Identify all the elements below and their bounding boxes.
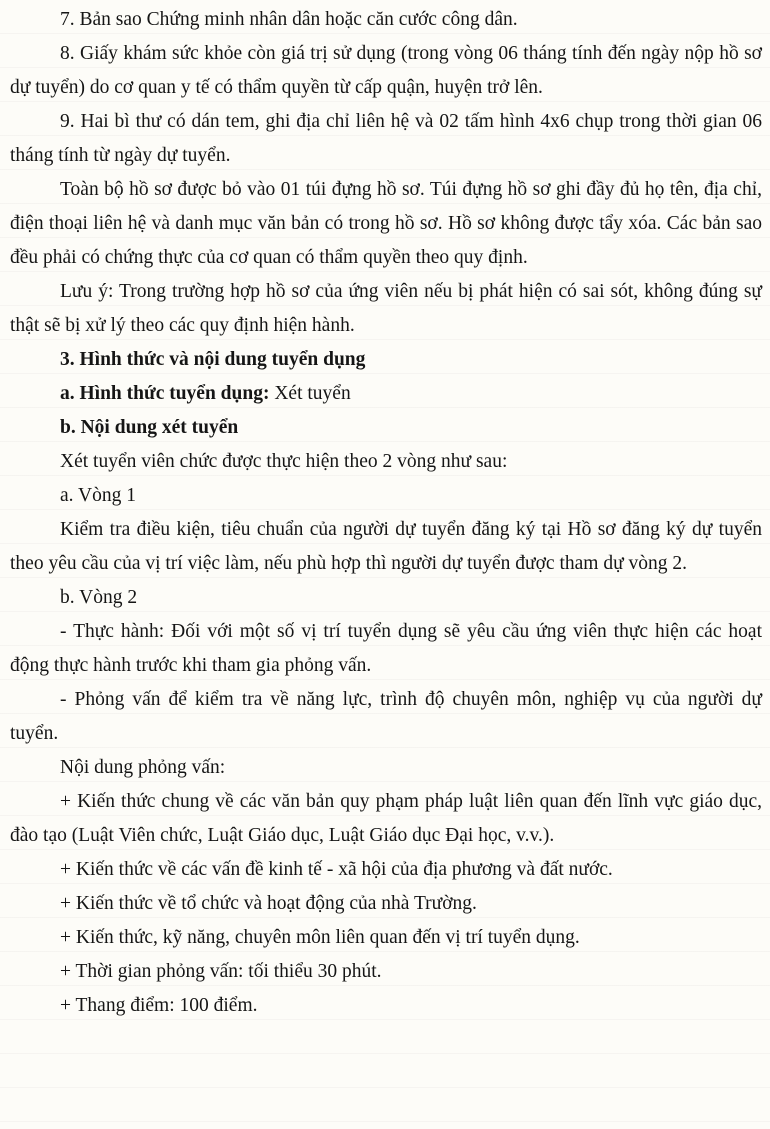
paragraph-practice: - Thực hành: Đối với một số vị trí tuyển dụng sẽ yêu cầu ứng viên thực hiện các hoạt động thực hành trước khi tham gia phỏng vấn. xyxy=(10,621,762,676)
paragraph-round-1: Kiểm tra điều kiện, tiêu chuẩn của người dự tuyển đăng ký tại Hồ sơ đăng ký dự tuyển theo yêu cầu của vị trí việc làm, nếu phù hợp thì người dự tuyển được tham dự vòng 2. xyxy=(10,519,762,574)
paragraph-rounds-intro: Xét tuyển viên chức được thực hiện theo 2 vòng như sau: xyxy=(60,451,508,472)
round-1-title: a. Vòng 1 xyxy=(60,485,137,506)
interview-bullet-5: + Thời gian phỏng vấn: tối thiểu 30 phút. xyxy=(60,961,382,982)
interview-bullet-6: + Thang điểm: 100 điểm. xyxy=(60,995,258,1016)
subsection-a-value: Xét tuyển xyxy=(269,383,351,404)
round-2-title: b. Vòng 2 xyxy=(60,587,138,608)
interview-bullet-2: + Kiến thức về các vấn đề kinh tế - xã hội của địa phương và đất nước. xyxy=(60,859,613,880)
paragraph-item-9: 9. Hai bì thư có dán tem, ghi địa chỉ liên hệ và 02 tấm hình 4x6 chụp trong thời gian 06 tháng tính từ ngày dự tuyển. xyxy=(10,111,762,166)
subsection-a xyxy=(10,377,762,411)
subsection-a-label: a. Hình thức tuyển dụng: xyxy=(60,383,270,404)
interview-bullet-4: + Kiến thức, kỹ năng, chuyên môn liên quan đến vị trí tuyển dụng. xyxy=(60,927,580,948)
subsection-b-heading: b. Nội dung xét tuyển xyxy=(60,417,239,438)
interview-bullet-3: + Kiến thức về tổ chức và hoạt động của nhà Trường. xyxy=(60,893,477,914)
paragraph-note: Lưu ý: Trong trường hợp hồ sơ của ứng viên nếu bị phát hiện có sai sót, không đúng sự thật sẽ bị xử lý theo các quy định hiện hành. xyxy=(10,281,762,336)
interview-content-title: Nội dung phỏng vấn: xyxy=(60,757,226,778)
section-heading-3: 3. Hình thức và nội dung tuyển dụng xyxy=(60,349,366,370)
interview-bullet-1: + Kiến thức chung về các văn bản quy phạm pháp luật liên quan đến lĩnh vực giáo dục, đào tạo (Luật Viên chức, Luật Giáo dục, Luật Giáo dục Đại học, v.v.). xyxy=(10,791,762,846)
paragraph-item-8: 8. Giấy khám sức khỏe còn giá trị sử dụng (trong vòng 06 tháng tính đến ngày nộp hồ sơ dự tuyển) do cơ quan y tế có thẩm quyền từ cấp quận, huyện trở lên. xyxy=(10,43,762,98)
paragraph-dossier: Toàn bộ hồ sơ được bỏ vào 01 túi đựng hồ sơ. Túi đựng hồ sơ ghi đầy đủ họ tên, địa chỉ, điện thoại liên hệ và danh mục văn bản có trong hồ sơ. Hồ sơ không được tẩy xóa. Các bản sao đều phải có chứng thực của cơ quan có thẩm quyền theo quy định. xyxy=(10,179,762,268)
paragraph-item-7: 7. Bản sao Chứng minh nhân dân hoặc căn cước công dân. xyxy=(60,9,518,30)
paragraph-interview: - Phỏng vấn để kiểm tra về năng lực, trình độ chuyên môn, nghiệp vụ của người dự tuyển. xyxy=(10,689,762,744)
